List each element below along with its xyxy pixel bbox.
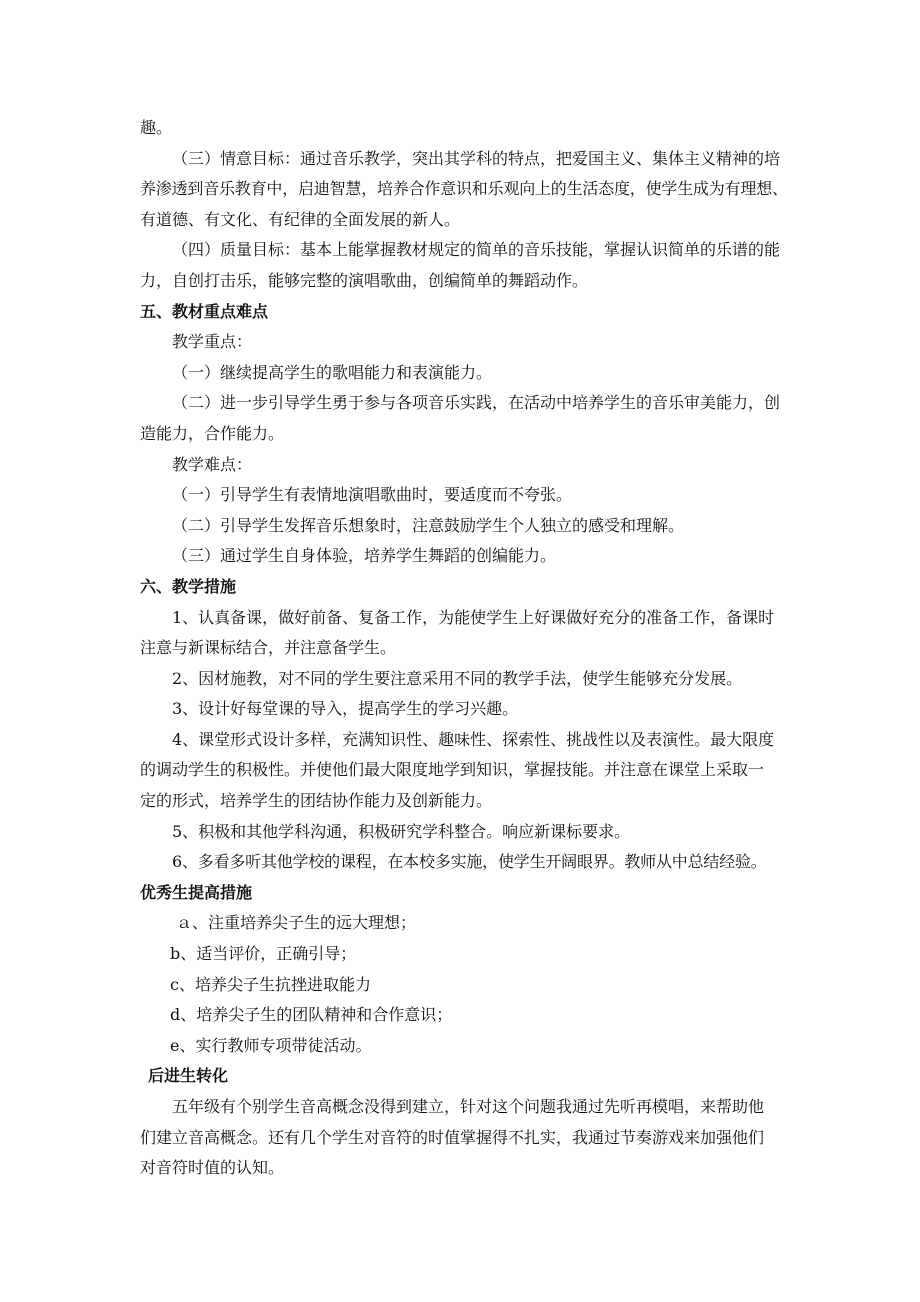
list-item: 3、设计好每堂课的导入，提高学生的学习兴趣。 (172, 699, 519, 719)
list-item-continuation: 定的形式，培养学生的团结协作能力及创新能力。 (140, 791, 493, 811)
section-heading: 后进生转化 (148, 1066, 229, 1086)
list-item-continuation: 的调动学生的积极性。并使他们最大限度地学到知识，掌握技能。并注意在课堂上采取一 (140, 760, 765, 780)
list-item: d、培养尖子生的团队精神和合作意识； (170, 1005, 453, 1025)
list-item: 5、积极和其他学科沟通，积极研究学科整合。响应新课标要求。 (172, 821, 631, 841)
list-item: 2、因材施教，对不同的学生要注意采用不同的教学手法，使学生能够充分发展。 (172, 668, 743, 688)
section-heading: 优秀生提高措施 (140, 882, 253, 902)
list-item: 4、课堂形式设计多样，充满知识性、趣味性、探索性、挑战性以及表演性。最大限度 (172, 729, 775, 749)
paragraph-line: （四）质量目标：基本上能掌握教材规定的简单的音乐技能，掌握认识简单的乐谱的能 (172, 240, 781, 260)
list-item: ａ、注重培养尖子生的远大理想； (176, 913, 417, 933)
subheading: 教学难点： (172, 454, 253, 474)
paragraph-line: 养渗透到音乐教育中，启迪智慧，培养合作意识和乐观向上的生活态度，使学生成为有理想、 (140, 179, 788, 199)
paragraph-line: 力，自创打击乐，能够完整的演唱歌曲，创编简单的舞蹈动作。 (140, 270, 589, 290)
list-item: （三）通过学生自身体验，培养学生舞蹈的创编能力。 (172, 546, 557, 566)
list-item: （二）引导学生发挥音乐想象时，注意鼓励学生个人独立的感受和理解。 (172, 515, 685, 535)
list-item: （一）引导学生有表情地演唱歌曲时，要适度而不夸张。 (172, 485, 573, 505)
paragraph-line: 五年级有个别学生音高概念没得到建立，针对这个问题我通过先听再模唱，来帮助他 (172, 1097, 765, 1116)
document-body (140, 113, 790, 1184)
section-heading: 六、教学措施 (140, 576, 237, 596)
subheading: 教学重点： (172, 332, 253, 352)
paragraph-line: 们建立音高概念。还有几个学生对音符的时值掌握得不扎实，我通过节奏游戏来加强他们 (140, 1127, 765, 1147)
list-item: e、实行教师专项带徒活动。 (170, 1035, 372, 1055)
list-item: （二）进一步引导学生勇于参与各项音乐实践，在活动中培养学生的音乐审美能力，创 (172, 393, 781, 413)
paragraph-line: 趣。 (140, 118, 173, 137)
list-item: c、培养尖子生抗挫进取能力 (170, 974, 371, 994)
paragraph-line: 对音符时值的认知。 (140, 1158, 285, 1178)
list-item-continuation: 注意与新课标结合，并注意备学生。 (140, 638, 397, 658)
paragraph-line: （三）情意目标：通过音乐教学，突出其学科的特点，把爱国主义、集体主义精神的培 (172, 148, 781, 168)
section-heading: 五、教材重点难点 (140, 301, 269, 321)
list-item: 6、多看多听其他学校的课程，在本校多实施，使学生开阔眼界。教师从中总结经验。 (172, 852, 767, 872)
list-item: b、适当评价，正确引导； (170, 944, 357, 964)
paragraph-line: 有道德、有文化、有纪律的全面发展的新人。 (140, 209, 461, 229)
list-item: （一）继续提高学生的歌唱能力和表演能力。 (172, 362, 493, 382)
list-item-continuation: 造能力，合作能力。 (140, 423, 285, 443)
list-item: 1、认真备课，做好前备、复备工作，为能使学生上好课做好充分的准备工作，备课时 (172, 607, 775, 627)
